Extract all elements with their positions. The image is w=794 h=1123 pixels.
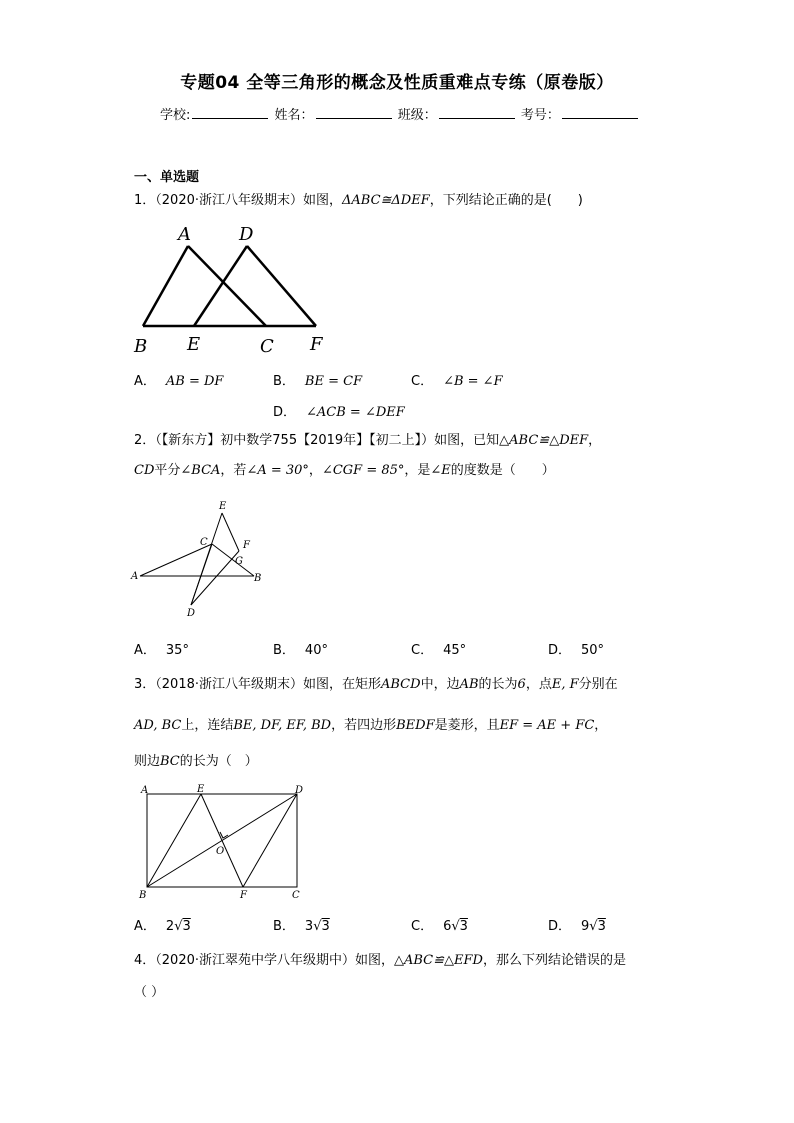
- q3-option-c[interactable]: C． 6√3: [411, 919, 468, 934]
- q3-figure: [130, 782, 310, 906]
- q1-text: 1．（2020·浙江八年级期末）如图，: [134, 193, 342, 208]
- q1-figure: [130, 220, 330, 360]
- q3-label-b: B: [139, 890, 147, 901]
- q2-label-g: G: [235, 556, 243, 567]
- school-label: 学校:: [160, 108, 191, 123]
- number-label: 考号：: [520, 108, 560, 123]
- q1-option-a[interactable]: A． AB = DF: [134, 374, 224, 389]
- q2-label-d: D: [187, 608, 196, 619]
- q3-label-a: A: [141, 785, 149, 796]
- question-4-stem-line1: 4．（2020·浙江翠苑中学八年级期中）如图，△ABC≌△EFD，那么下列结论错误的是: [134, 953, 626, 968]
- q1-math: ΔABC≅ΔDEF: [342, 193, 430, 208]
- q1-label-e: E: [187, 334, 201, 355]
- q1-label-c: C: [260, 336, 274, 357]
- class-label: 班级：: [397, 108, 437, 123]
- q2-option-d[interactable]: D． 50°: [548, 643, 605, 658]
- q3-label-f: F: [240, 890, 247, 901]
- q1-option-b[interactable]: B． BE = CF: [273, 374, 363, 389]
- student-info-line: [160, 104, 640, 123]
- q3-label-o: O: [216, 846, 225, 857]
- q2-label-f: F: [243, 540, 250, 551]
- q1-label-f: F: [310, 334, 323, 355]
- q3-label-e: E: [197, 784, 205, 795]
- q2-option-b[interactable]: B． 40°: [273, 643, 328, 658]
- question-1-stem: [134, 192, 583, 210]
- question-3-stem-line2: AD, BC上，连结BE, DF, EF, BD，若四边形BEDF是菱形，且EF = AE + FC，: [134, 718, 608, 733]
- q1-label-d: D: [239, 224, 254, 245]
- q3-option-a[interactable]: A． 2√3: [134, 919, 191, 934]
- q2-label-e: E: [219, 501, 227, 512]
- question-2-stem-line1: 2．（【新东方】初中数学755【2019年】【初二上】）如图，已知△ABC≌△DEF，: [134, 433, 602, 448]
- q1-option-d[interactable]: D． ∠ACB = ∠DEF: [273, 405, 405, 420]
- page-title: 专题04 全等三角形的概念及性质重难点专练（原卷版）: [180, 73, 614, 93]
- number-blank[interactable]: [562, 106, 638, 119]
- name-label: 姓名：: [274, 108, 314, 123]
- q3-option-d[interactable]: D． 9√3: [548, 919, 606, 934]
- q2-label-b: B: [254, 573, 262, 584]
- question-2-stem-line2: CD平分∠BCA，若∠A = 30°，∠CGF = 85°，是∠E的度数是（ ）: [134, 463, 555, 478]
- class-blank[interactable]: [439, 106, 515, 119]
- q2-figure: [128, 495, 268, 625]
- q1-text-end: ，下列结论正确的是( ): [429, 193, 583, 208]
- question-3-stem-line1: 3．（2018·浙江八年级期末）如图，在矩形ABCD中，边AB的长为6，点E, F分别在: [134, 677, 618, 692]
- q2-option-a[interactable]: A． 35°: [134, 643, 189, 658]
- q3-label-d: D: [295, 785, 304, 796]
- q1-label-b: B: [134, 336, 148, 357]
- question-3-stem-line3: 则边BC的长为（ ）: [134, 754, 258, 769]
- q3-option-b[interactable]: B． 3√3: [273, 919, 330, 934]
- q2-option-c[interactable]: C． 45°: [411, 643, 467, 658]
- q2-label-a: A: [131, 571, 139, 582]
- section-heading: 一、单选题: [134, 170, 200, 185]
- q3-label-c: C: [292, 890, 300, 901]
- school-blank[interactable]: [192, 106, 268, 119]
- q1-label-a: A: [178, 224, 191, 245]
- q2-label-c: C: [200, 537, 208, 548]
- name-blank[interactable]: [316, 106, 392, 119]
- question-4-stem-line2: （ ）: [134, 985, 165, 1000]
- q1-option-c[interactable]: C． ∠B = ∠F: [411, 374, 503, 389]
